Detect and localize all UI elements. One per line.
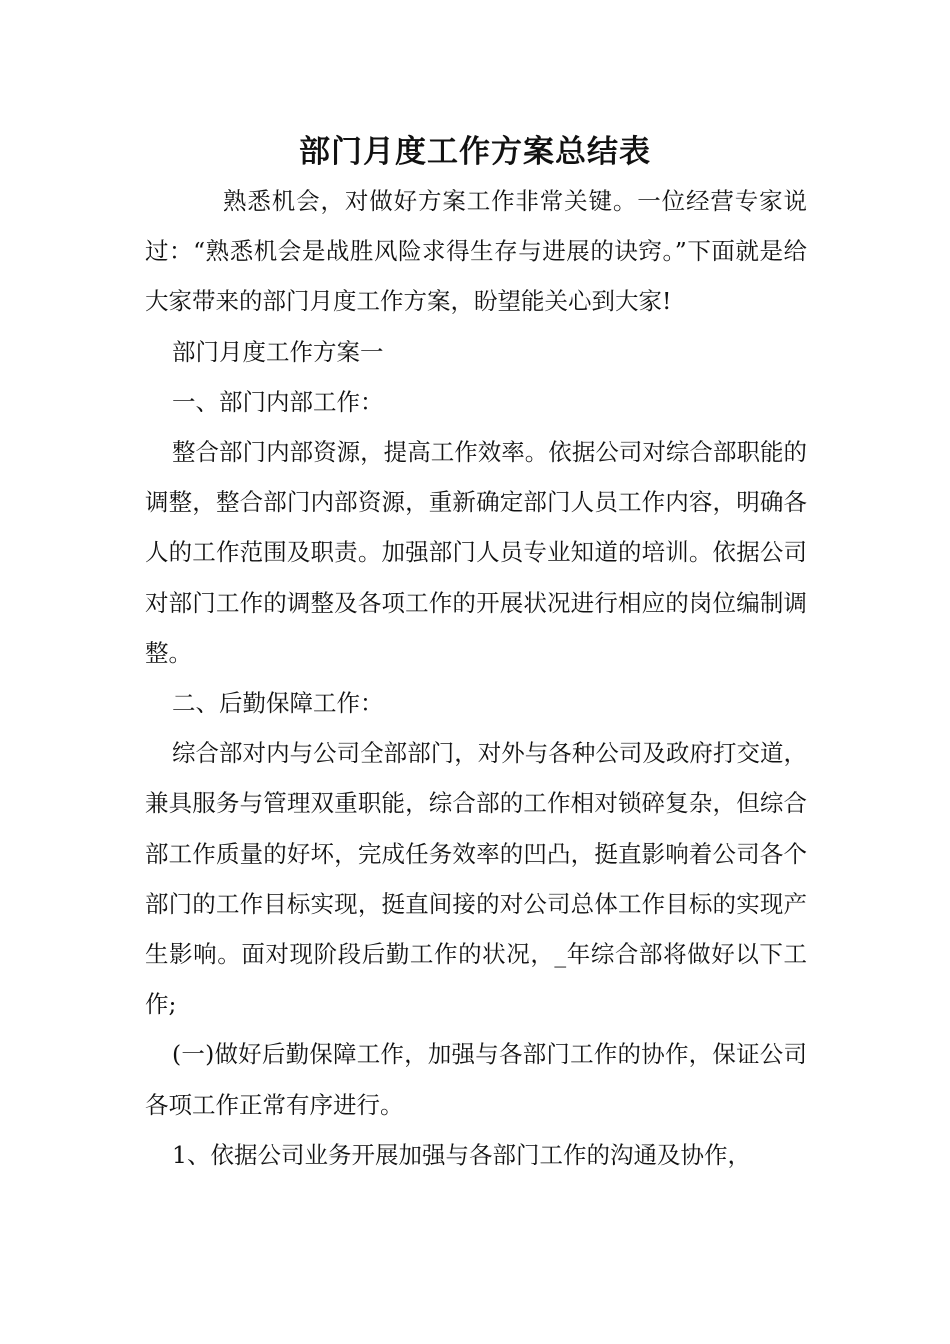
section-heading-logistics: 二、后勤保障工作： bbox=[172, 689, 384, 718]
section-heading-plan-one: 部门月度工作方案一 bbox=[172, 337, 384, 366]
logistics-item-one: (一)做好后勤保障工作，加强与各部门工作的协作，保证公司各项工作正常有序进行。 bbox=[145, 1040, 807, 1119]
document-title: 部门月度工作方案总结表 bbox=[299, 134, 651, 170]
document-body bbox=[145, 176, 807, 1180]
section-heading-internal-work: 一、部门内部工作： bbox=[172, 387, 384, 416]
intro-paragraph: 熟悉机会，对做好方案工作非常关键。一位经营专家说过：“熟悉机会是战胜风险求得生存与进展的诀窍。”下面就是给大家带来的部门月度工作方案，盼望能关心到大家! bbox=[145, 187, 807, 316]
logistics-paragraph: 综合部对内与公司全部部门，对外与各种公司及政府打交道，兼具服务与管理双重职能，综合部的工作相对锁碎复杂，但综合部工作质量的好坏，完成任务效率的凹凸，挺直影响着公司各个部门的工作目标实现，挺直间接的对公司总体工作目标的实现产生影响。面对现阶段后勤工作的状况，_年综合部将做好以下工作; bbox=[145, 739, 807, 1019]
internal-work-paragraph: 整合部门内部资源，提高工作效率。依据公司对综合部职能的调整，整合部门内部资源，重新确定部门人员工作内容，明确各人的工作范围及职责。加强部门人员专业知道的培训。依据公司对部门工作的调整及各项工作的开展状况进行相应的岗位编制调整。 bbox=[145, 438, 807, 667]
logistics-subitem-one: 1、依据公司业务开展加强与各部门工作的沟通及协作， bbox=[172, 1140, 751, 1169]
